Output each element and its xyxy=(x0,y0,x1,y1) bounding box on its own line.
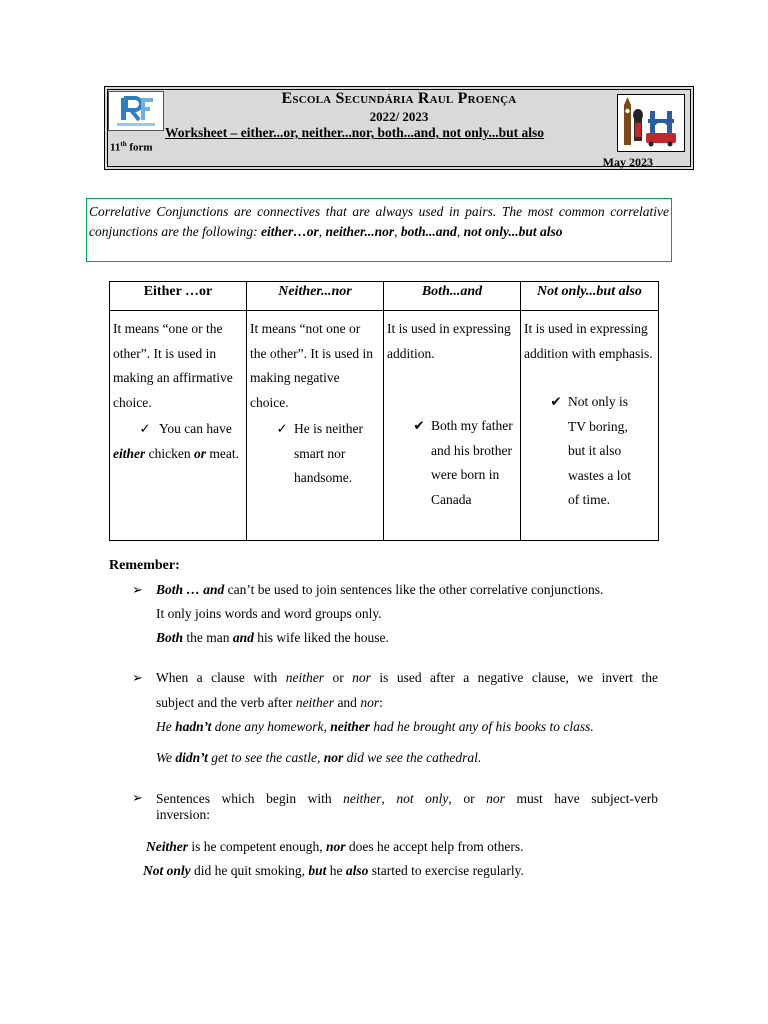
header-neither-nor: Neither...nor xyxy=(247,282,384,311)
example-text: does he accept help from others. xyxy=(345,839,524,854)
example-emphasis: hadn’t xyxy=(175,719,212,734)
rule2-line1 xyxy=(156,669,658,687)
example-emphasis: nor xyxy=(325,839,346,854)
table-row xyxy=(110,311,659,541)
example-emphasis: Not only xyxy=(143,863,191,878)
rule-italic: neither xyxy=(285,670,325,685)
rule-italic: neither xyxy=(295,695,335,710)
rule3-example1 xyxy=(146,838,524,856)
example-either-or xyxy=(113,417,243,466)
intro-sep: , xyxy=(394,224,401,239)
intro-term-not-only-but-also: not only...but also xyxy=(463,224,563,239)
rule-emphasis: Both … and xyxy=(156,582,225,597)
rule-italic: neither xyxy=(343,791,382,806)
arrow-bullet-icon: ➢ xyxy=(132,582,143,597)
remember-title: Remember: xyxy=(109,558,180,573)
rule-italic: nor xyxy=(352,670,371,685)
rule3-line2: inversion: xyxy=(156,807,210,822)
checkmark-icon: ✓ xyxy=(276,421,288,436)
arrow-bullet-icon: ➢ xyxy=(132,790,143,805)
rule3-line1 xyxy=(156,790,658,808)
rule-emphasis: and xyxy=(232,630,254,645)
cell-not-only-but-also xyxy=(521,311,659,541)
intro-sep: , xyxy=(456,224,464,239)
example-text: started to exercise regularly. xyxy=(368,863,524,878)
meaning-either-or: It means “one or the other”. It is used in making an affirmative choice. xyxy=(113,321,233,410)
form-label xyxy=(110,140,153,154)
meaning-both-and: It is used in expressing addition. xyxy=(387,321,511,361)
worksheet-date: May 2023 xyxy=(602,155,653,169)
rule-text: When a clause with xyxy=(156,670,286,685)
example-emphasis: neither xyxy=(330,719,371,734)
form-suffix: th xyxy=(120,140,127,148)
intro-term-both-and: both...and xyxy=(400,224,457,239)
rule1-line2: It only joins words and word groups only. xyxy=(156,606,382,621)
cell-neither-nor xyxy=(247,311,384,541)
checkmark-icon: ✓ xyxy=(139,421,151,436)
example-both-and xyxy=(387,414,517,512)
school-name: Escola Secundária Raul Proença xyxy=(281,90,517,107)
checkmark-icon: ✔ xyxy=(550,394,562,409)
rule-text: , or xyxy=(448,791,487,806)
example-text: meat. xyxy=(206,445,239,461)
example-text: did he quit smoking, xyxy=(190,863,309,878)
cell-either-or xyxy=(110,311,247,541)
form-number: 11 xyxy=(110,141,121,154)
table-header-row xyxy=(110,282,659,311)
example-text: He xyxy=(156,719,176,734)
example-text: Not only is TV boring, but it also wastes a lot of time. xyxy=(568,394,631,507)
example-emphasis: Neither xyxy=(146,839,188,854)
example-not-only-but-also xyxy=(524,390,655,513)
rule1-line1 xyxy=(156,581,658,599)
rule-emphasis: Both xyxy=(156,630,184,645)
example-emphasis: but xyxy=(308,863,327,878)
rule-text: or xyxy=(324,670,353,685)
rule-text: can’t be used to join sentences like the other correlative conjunctions. xyxy=(224,582,604,597)
example-text: is he competent enough, xyxy=(188,839,326,854)
rule-text: is used after a negative clause, we invert the xyxy=(370,670,659,685)
rule-text: the man xyxy=(183,630,233,645)
example-text: You can have xyxy=(159,421,232,436)
example-text: he xyxy=(326,863,346,878)
rule-italic: not only xyxy=(396,791,449,806)
rule-text: and xyxy=(334,695,361,710)
rule-italic: nor xyxy=(360,695,380,710)
rule-text: must have subject-verb xyxy=(504,791,659,806)
header-not-only-but-also: Not only...but also xyxy=(521,282,659,311)
example-text: did we see the cathedral. xyxy=(343,750,482,765)
example-text: He is neither smart nor handsome. xyxy=(294,421,363,485)
rule-text: subject and the verb after xyxy=(156,695,296,710)
example-text: get to see the castle, xyxy=(207,750,324,765)
rule2-example1 xyxy=(156,718,594,736)
intro-text: Correlative Conjunctions are connectives that are always used in pairs. The most common correlative conjunctions are the following: xyxy=(89,204,669,239)
example-emphasis: didn’t xyxy=(175,750,208,765)
intro-term-neither-nor: neither...nor xyxy=(325,224,395,239)
meaning-neither-nor: It means “not one or the other”. It is used in making negative choice. xyxy=(250,321,373,410)
example-emphasis: either xyxy=(113,445,146,461)
rule2-example2 xyxy=(156,749,481,767)
school-header xyxy=(104,86,694,170)
meaning-not-only-but-also: It is used in expressing addition with emphasis. xyxy=(524,321,653,361)
rule-text: Sentences which begin with xyxy=(156,791,344,806)
example-neither-nor xyxy=(250,417,380,491)
intro-term-either-or: either…or xyxy=(260,224,319,239)
worksheet-title: Worksheet – either...or, neither...nor, both...and, not only...but also xyxy=(165,125,545,140)
example-text: chicken xyxy=(145,445,194,461)
intro-sep: , xyxy=(318,224,326,239)
header-both-and: Both...and xyxy=(384,282,521,311)
arrow-bullet-icon: ➢ xyxy=(132,670,143,685)
rule-text: his wife liked the house. xyxy=(253,630,389,645)
checkmark-icon: ✔ xyxy=(413,418,425,433)
header-either-or: Either …or xyxy=(110,282,247,311)
conjunctions-table xyxy=(109,281,659,541)
cell-both-and xyxy=(384,311,521,541)
example-text: Both my father and his brother were born in Canada xyxy=(431,418,513,507)
example-text: We xyxy=(156,750,176,765)
school-year: 2022/ 2023 xyxy=(369,109,429,124)
rule3-example2 xyxy=(143,862,524,880)
rule2-line2 xyxy=(156,694,383,712)
form-word: form xyxy=(129,141,153,154)
example-emphasis: nor xyxy=(323,750,344,765)
rule-text: : xyxy=(379,695,383,710)
intro-box xyxy=(86,198,672,262)
rule-italic: nor xyxy=(486,791,505,806)
example-emphasis: or xyxy=(193,445,206,461)
example-emphasis: also xyxy=(345,863,369,878)
rule1-example xyxy=(156,629,389,647)
rule-text: , xyxy=(381,791,397,806)
example-text: had he brought any of his books to class. xyxy=(370,719,594,734)
example-text: done any homework, xyxy=(211,719,331,734)
